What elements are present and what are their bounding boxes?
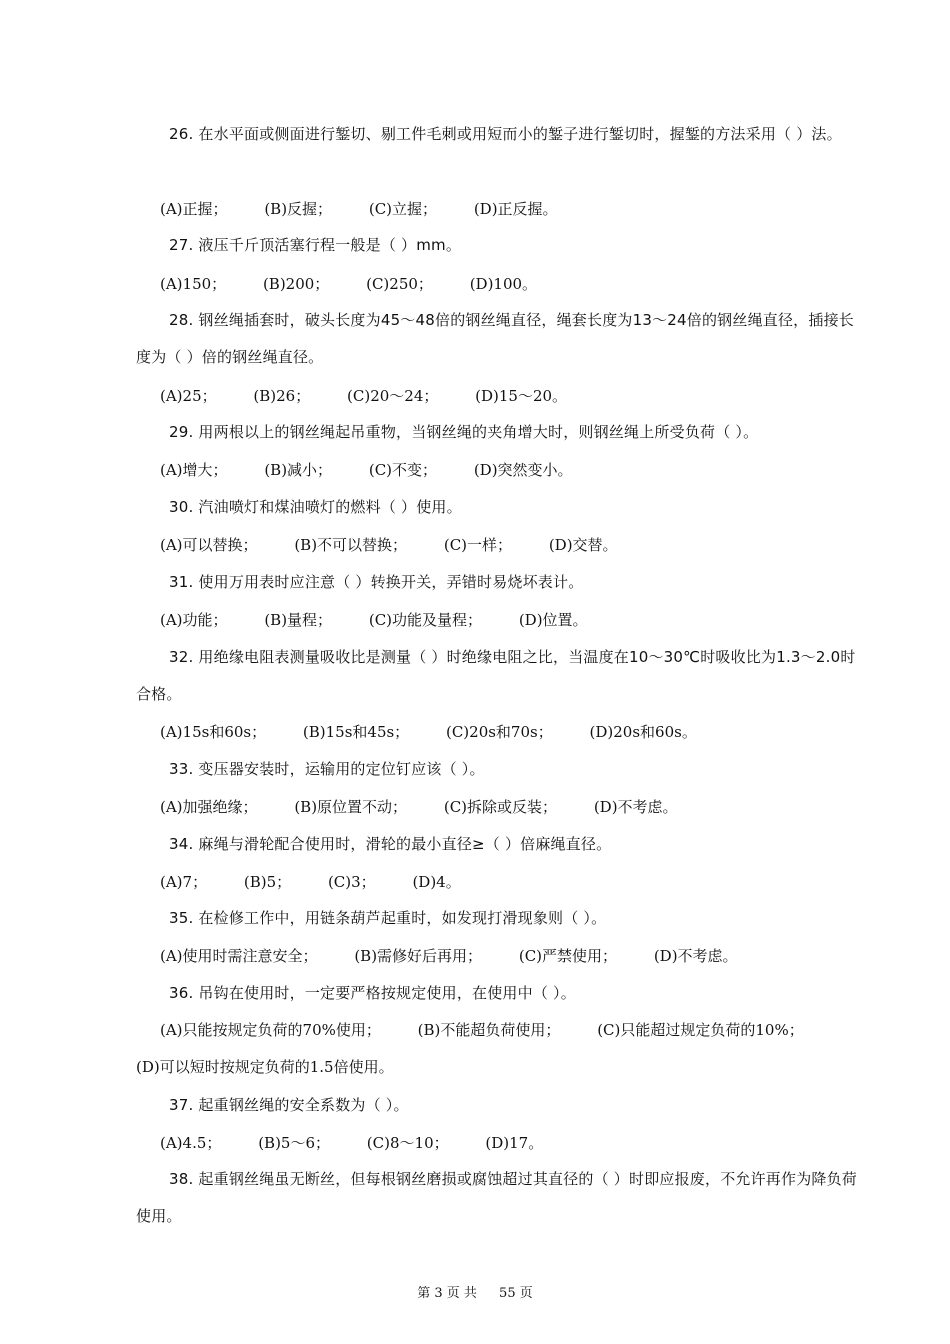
- option-d: (D)正反握。: [473, 200, 558, 218]
- options-27: [160, 274, 569, 294]
- options-29: [160, 460, 605, 480]
- question-35: 35. 在检修工作中，用链条葫芦起重时，如发现打滑现象则（ ）。: [169, 909, 607, 927]
- total-pages: 55: [499, 1286, 516, 1301]
- question-33: 33. 变压器安装时，运输用的定位钉应该（ ）。: [169, 760, 485, 778]
- option-d: (D)20s和60s。: [589, 723, 697, 741]
- option-c: (C)250；: [366, 275, 433, 293]
- option-d: (D)100。: [469, 275, 538, 293]
- question-38: 38. 起重钢丝绳虽无断丝，但每根钢丝磨损或腐蚀超过其直径的（ ）时即应报废，不允许再作为降负荷使用。: [136, 1170, 857, 1225]
- option-b: (B)不可以替换；: [294, 536, 408, 554]
- option-c: (C)只能超过规定负荷的10%；: [597, 1021, 804, 1039]
- option-a: (A)15s和60s；: [160, 723, 267, 741]
- question-26: 26. 在水平面或侧面进行錾切、剔工件毛刺或用短而小的錾子进行錾切时，握錾的方法采用（ ）法。: [169, 125, 842, 143]
- options-31: [160, 610, 620, 630]
- option-c: (C)功能及量程；: [368, 611, 483, 629]
- option-b: (B)5～6；: [258, 1134, 331, 1152]
- question-31: 31. 使用万用表时应注意（ ）转换开关，弄错时易烧坏表计。: [169, 573, 584, 591]
- option-c: (C)立握；: [368, 200, 438, 218]
- options-36: [136, 1012, 864, 1086]
- option-a: (A)4.5；: [160, 1134, 222, 1152]
- option-d: (D)突然变小。: [473, 461, 573, 479]
- option-a: (A)只能按规定负荷的70%使用；: [160, 1021, 381, 1039]
- option-b: (B)需修好后再用；: [354, 947, 483, 965]
- options-35: [160, 946, 770, 966]
- options-34: [160, 872, 493, 892]
- option-c: (C)20～24；: [347, 387, 439, 405]
- question-34: 34. 麻绳与滑轮配合使用时，滑轮的最小直径≥（ ）倍麻绳直径。: [169, 835, 612, 853]
- option-b: (B)15s和45s；: [302, 723, 410, 741]
- option-a: (A)7；: [160, 873, 208, 891]
- option-b: (B)量程；: [264, 611, 333, 629]
- option-a: (A)使用时需注意安全；: [160, 947, 318, 965]
- option-a: (A)可以替换；: [160, 536, 258, 554]
- option-c: (C)3；: [327, 873, 376, 891]
- option-d: (D)可以短时按规定负荷的1.5倍使用。: [136, 1058, 394, 1076]
- option-c: (C)一样；: [443, 536, 513, 554]
- option-a: (A)加强绝缘；: [160, 798, 258, 816]
- option-a: (A)正握；: [160, 200, 228, 218]
- options-26: [160, 199, 590, 219]
- question-32: 32. 用绝缘电阻表测量吸收比是测量（ ）时绝缘电阻之比，当温度在10～30℃时吸收比为1.3～2.0时合格。: [136, 648, 856, 703]
- option-c: (C)8～10；: [366, 1134, 449, 1152]
- option-b: (B)反握；: [264, 200, 333, 218]
- page-suffix: 页: [519, 1286, 533, 1301]
- option-a: (A)25；: [160, 387, 217, 405]
- option-a: (A)增大；: [160, 461, 228, 479]
- page-footer: [0, 1282, 950, 1301]
- option-d: (D)位置。: [518, 611, 588, 629]
- option-d: (D)15～20。: [475, 387, 568, 405]
- option-c: (C)严禁使用；: [518, 947, 618, 965]
- question-29: 29. 用两根以上的钢丝绳起吊重物，当钢丝绳的夹角增大时，则钢丝绳上所受负荷（ ）。: [169, 423, 759, 441]
- options-33: [160, 797, 710, 817]
- option-d: (D)不考虑。: [593, 798, 678, 816]
- option-b: (B)不能超负荷使用；: [417, 1021, 561, 1039]
- question-37: 37. 起重钢丝绳的安全系数为（ ）。: [169, 1096, 409, 1114]
- question-36: 36. 吊钩在使用时，一定要严格按规定使用，在使用中（ ）。: [169, 984, 576, 1002]
- options-28: [160, 386, 599, 406]
- option-a: (A)功能；: [160, 611, 228, 629]
- option-c: (C)拆除或反装；: [443, 798, 558, 816]
- option-c: (C)不变；: [368, 461, 438, 479]
- options-37: [160, 1133, 575, 1153]
- option-b: (B)5；: [243, 873, 292, 891]
- option-d: (D)交替。: [548, 536, 618, 554]
- options-30: [160, 535, 650, 555]
- options-32: [160, 722, 729, 742]
- page-number-label: 第 3 页 共: [417, 1286, 477, 1301]
- option-b: (B)200；: [262, 275, 330, 293]
- option-d: (D)4。: [412, 873, 461, 891]
- option-c: (C)20s和70s；: [445, 723, 553, 741]
- option-d: (D)17。: [485, 1134, 544, 1152]
- option-b: (B)原位置不动；: [294, 798, 408, 816]
- question-28: 28. 钢丝绳插套时，破头长度为45～48倍的钢丝绳直径，绳套长度为13～24倍的钢丝绳直径，插接长度为（ ）倍的钢丝绳直径。: [136, 311, 854, 366]
- option-b: (B)减小；: [264, 461, 333, 479]
- option-a: (A)150；: [160, 275, 227, 293]
- question-27: 27. 液压千斤顶活塞行程一般是（ ）mm。: [169, 236, 462, 254]
- question-30: 30. 汽油喷灯和煤油喷灯的燃料（ ）使用。: [169, 498, 462, 516]
- option-b: (B)26；: [253, 387, 311, 405]
- option-d: (D)不考虑。: [653, 947, 738, 965]
